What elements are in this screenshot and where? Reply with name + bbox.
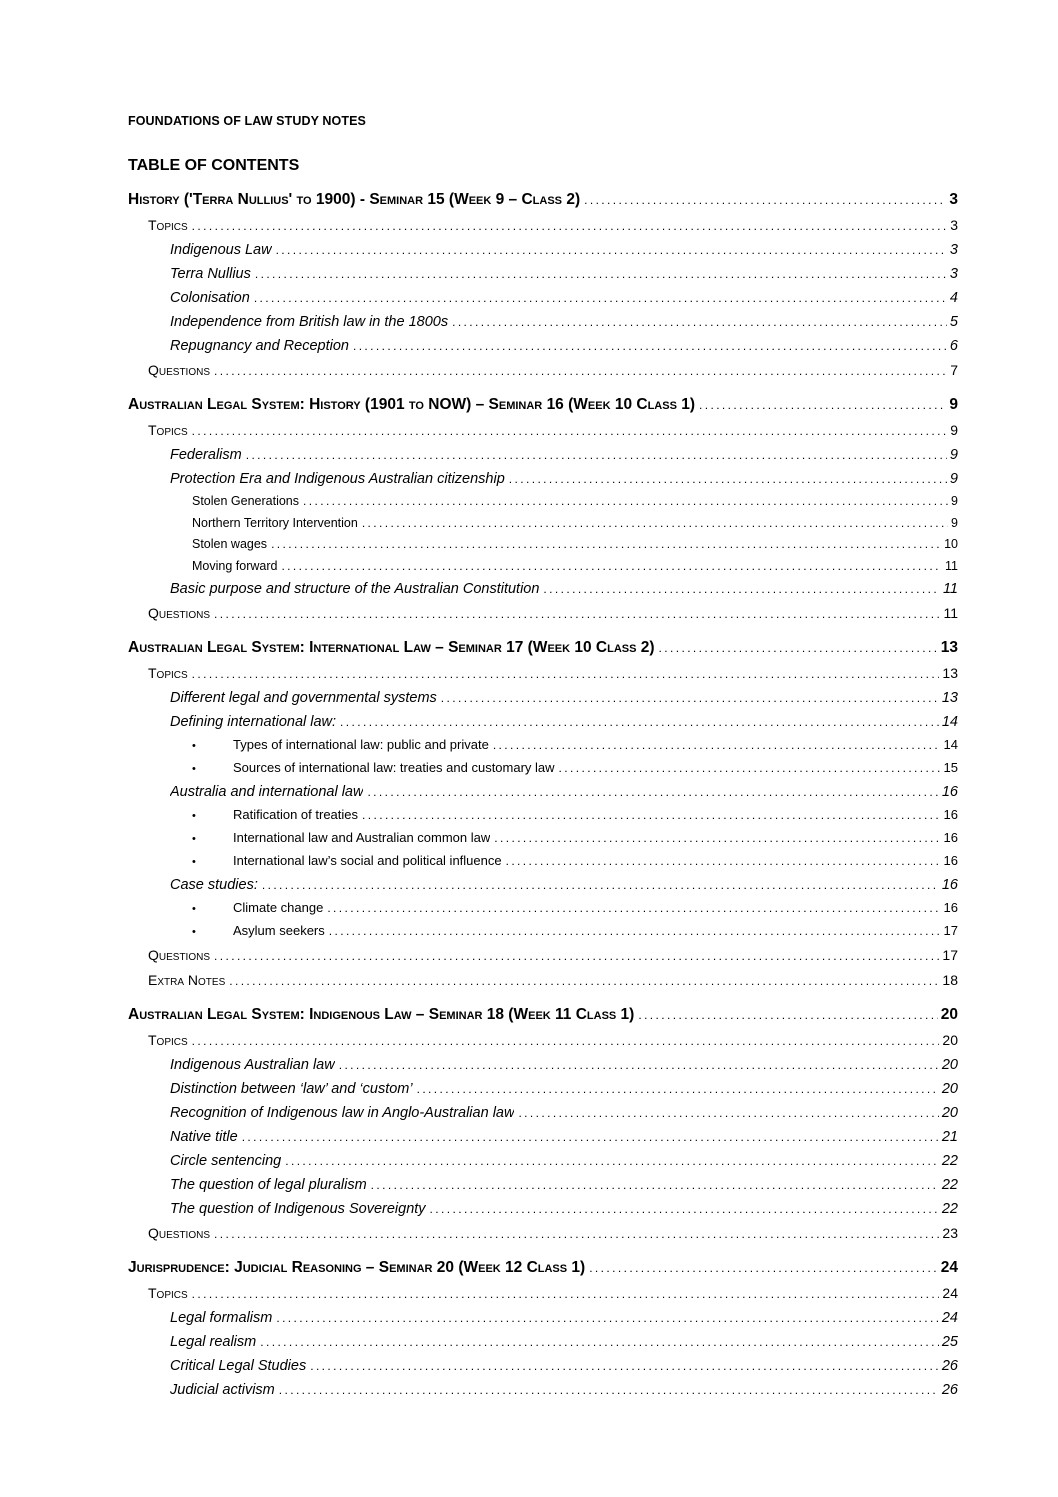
toc-entry[interactable]	[128, 920, 958, 943]
document-header: FOUNDATIONS OF LAW STUDY NOTES	[128, 114, 366, 128]
toc-entry-page: 14	[941, 714, 958, 730]
toc-entry-label: Defining international law:	[170, 714, 337, 730]
bullet-icon: •	[192, 833, 196, 845]
toc-entry-page: 10	[944, 537, 958, 551]
toc-entry[interactable]	[128, 873, 958, 897]
toc-entry-page: 25	[941, 1334, 958, 1350]
toc-entry[interactable]	[128, 491, 958, 513]
toc-entry-label: Northern Territory Intervention	[192, 515, 358, 530]
toc-entry-label: Distinction between ‘law’ and ‘custom’	[170, 1081, 413, 1097]
dot-leader	[260, 1330, 939, 1354]
toc-entry-page: 20	[941, 1057, 958, 1073]
dot-leader	[255, 262, 947, 286]
toc-entry-label: Judicial activism	[170, 1382, 275, 1398]
toc-entry-page: 16	[941, 877, 958, 893]
toc-entry-page: 24	[942, 1285, 958, 1301]
toc-entry[interactable]	[128, 443, 958, 467]
dot-leader	[494, 827, 940, 849]
toc-section-heading[interactable]	[128, 1002, 958, 1028]
toc-entry-label: Questions	[148, 1225, 211, 1241]
toc-entry-page: 11	[942, 581, 958, 597]
toc-entry-label: Terra Nullius	[170, 266, 251, 282]
dot-leader	[279, 1378, 939, 1402]
toc-entry-page: 16	[943, 900, 958, 915]
toc-entry-label: Types of international law: public and private	[233, 737, 489, 752]
toc-entry-page: 3	[949, 242, 958, 258]
toc-entry-label: Native title	[170, 1129, 238, 1145]
dot-leader	[353, 334, 947, 358]
dot-leader	[303, 491, 948, 513]
toc-entry[interactable]	[128, 1330, 958, 1354]
toc-entry-label: Sources of international law: treaties and customary law	[233, 760, 555, 775]
toc-entry-label: Moving forward	[192, 558, 278, 573]
toc-entry-label: Ratification of treaties	[233, 807, 359, 822]
bullet-icon: •	[192, 740, 196, 752]
toc-entry[interactable]	[128, 334, 958, 358]
toc-entry-page: 20	[940, 1006, 958, 1023]
toc-entry-page: 22	[941, 1201, 958, 1217]
toc-entry[interactable]	[128, 1221, 958, 1246]
toc-entry-label: International law’s social and political influence	[233, 853, 502, 868]
toc-entry-label: Asylum seekers	[233, 923, 325, 938]
toc-entry-label: Repugnancy and Reception	[170, 338, 349, 354]
toc-entry[interactable]	[128, 1173, 958, 1197]
toc-entry-label: Stolen Generations	[192, 494, 300, 508]
toc-entry-label: Indigenous Law	[170, 242, 272, 258]
toc-entry-page: 20	[942, 1032, 958, 1048]
dot-leader	[281, 556, 942, 578]
dot-leader	[452, 310, 947, 334]
toc-entry[interactable]	[128, 1053, 958, 1077]
toc-entry-page: 6	[949, 338, 958, 354]
toc-entry[interactable]	[128, 710, 958, 734]
toc-entry[interactable]	[128, 1306, 958, 1330]
toc-entry[interactable]	[128, 1028, 958, 1053]
bullet-icon: •	[192, 856, 196, 868]
dot-leader	[246, 443, 947, 467]
dot-leader	[285, 1149, 939, 1173]
toc-entry[interactable]	[128, 1077, 958, 1101]
dot-leader	[518, 1101, 938, 1125]
dot-leader	[192, 662, 940, 686]
toc-entry-label: Protection Era and Indigenous Australian citizenship	[170, 471, 505, 487]
toc-entry[interactable]	[128, 577, 958, 601]
toc-entry[interactable]	[128, 686, 958, 710]
dot-leader	[214, 944, 939, 968]
dot-leader	[276, 238, 947, 262]
dot-leader	[192, 419, 948, 443]
toc-entry-page: 15	[943, 760, 958, 775]
toc-entry[interactable]	[128, 757, 958, 780]
toc-entry-label: Australian Legal System: International Law – Seminar 17 (Week 10 Class 2)	[128, 639, 655, 656]
toc-entry-page: 23	[942, 1225, 958, 1241]
dot-leader	[276, 1306, 939, 1330]
toc-entry-page: 17	[943, 923, 958, 938]
page-title: TABLE OF CONTENTS	[128, 157, 300, 174]
toc-entry-page: 5	[949, 314, 958, 330]
toc-entry-label: History ('Terra Nullius' to 1900) - Seminar 15 (Week 9 – Class 2)	[128, 191, 581, 208]
dot-leader	[559, 757, 941, 779]
toc-entry-label: Topics	[148, 1285, 188, 1301]
toc-entry-page: 16	[943, 807, 958, 822]
toc-entry-label: Colonisation	[170, 290, 250, 306]
toc-entry[interactable]	[128, 534, 958, 556]
dot-leader	[192, 1282, 940, 1306]
toc-entry[interactable]	[128, 661, 958, 686]
dot-leader	[362, 513, 948, 535]
toc-entry-page: 7	[950, 362, 958, 378]
dot-leader	[543, 577, 940, 601]
toc-entry[interactable]	[128, 1378, 958, 1402]
toc-entry-page: 21	[941, 1129, 958, 1145]
dot-leader	[699, 393, 946, 418]
toc-section-heading[interactable]	[128, 392, 958, 418]
bullet-icon: •	[192, 903, 196, 915]
toc-entry-page: 13	[942, 665, 958, 681]
dot-leader	[430, 1197, 939, 1221]
toc-entry[interactable]	[128, 513, 958, 535]
toc-entry-page: 4	[949, 290, 958, 306]
toc-section-heading[interactable]	[128, 1255, 958, 1281]
toc-entry[interactable]	[128, 1101, 958, 1125]
toc-entry-page: 11	[945, 558, 958, 573]
toc-entry[interactable]	[128, 1197, 958, 1221]
toc-entry-label: Circle sentencing	[170, 1153, 282, 1169]
toc-entry[interactable]	[128, 286, 958, 310]
toc-entry[interactable]	[128, 213, 958, 238]
dot-leader	[310, 1354, 939, 1378]
dot-leader	[214, 1222, 939, 1246]
toc-entry[interactable]	[128, 556, 958, 578]
toc-entry-label: Questions	[148, 605, 211, 621]
toc-entry-page: 13	[941, 690, 958, 706]
toc-entry-page: 16	[943, 830, 958, 845]
dot-leader	[371, 1173, 939, 1197]
bullet-icon: •	[192, 763, 196, 775]
toc-entry-label: Case studies:	[170, 877, 258, 893]
dot-leader	[441, 686, 939, 710]
dot-leader	[362, 804, 941, 826]
dot-leader	[417, 1077, 939, 1101]
toc-entry-page: 9	[950, 422, 958, 438]
toc-entry-label: Topics	[148, 1032, 188, 1048]
dot-leader	[638, 1003, 937, 1028]
toc-entry[interactable]	[128, 968, 958, 993]
toc-entry-label: Critical Legal Studies	[170, 1358, 307, 1374]
dot-leader	[509, 467, 947, 491]
toc-entry-label: The question of legal pluralism	[170, 1177, 367, 1193]
dot-leader	[340, 710, 939, 734]
dot-leader	[327, 897, 940, 919]
toc-entry-page: 3	[949, 191, 958, 208]
toc-entry-label: Legal formalism	[170, 1310, 273, 1326]
toc-entry[interactable]	[128, 780, 958, 804]
toc-entry[interactable]	[128, 358, 958, 383]
dot-leader	[242, 1125, 939, 1149]
toc-entry[interactable]	[128, 418, 958, 443]
toc-entry-page: 9	[949, 471, 958, 487]
toc-entry[interactable]	[128, 262, 958, 286]
toc-entry-page: 24	[941, 1310, 958, 1326]
dot-leader	[659, 636, 938, 661]
toc-entry-page: 9	[951, 515, 958, 530]
toc-entry-label: Topics	[148, 665, 188, 681]
toc-entry-label: International law and Australian common law	[233, 830, 491, 845]
toc-entry-label: Stolen wages	[192, 537, 268, 551]
toc-entry-label: Questions	[148, 362, 211, 378]
toc-entry[interactable]	[128, 943, 958, 968]
toc-entry-label: Indigenous Australian law	[170, 1057, 335, 1073]
toc-entry-page: 26	[941, 1358, 958, 1374]
toc-entry-label: Legal realism	[170, 1334, 257, 1350]
toc-entry-label: Topics	[148, 217, 188, 233]
toc-entry-label: Basic purpose and structure of the Australian Constitution	[170, 581, 540, 597]
bullet-icon: •	[192, 926, 196, 938]
toc-entry-page: 9	[949, 447, 958, 463]
toc-entry[interactable]	[128, 1125, 958, 1149]
toc-entry[interactable]	[128, 827, 958, 850]
toc-entry[interactable]	[128, 850, 958, 873]
toc-entry-page: 24	[940, 1259, 958, 1276]
toc-entry-page: 9	[951, 494, 958, 508]
toc-entry[interactable]	[128, 897, 958, 920]
toc-entry-label: Independence from British law in the 1800s	[170, 314, 449, 330]
toc-entry[interactable]	[128, 310, 958, 334]
toc-entry-page: 20	[941, 1081, 958, 1097]
toc-entry-page: 3	[950, 217, 958, 233]
toc-entry-label: The question of Indigenous Sovereignty	[170, 1201, 426, 1217]
dot-leader	[254, 286, 947, 310]
toc-entry-label: Topics	[148, 422, 188, 438]
dot-leader	[493, 734, 941, 756]
page-content	[128, 114, 958, 1402]
toc-entry-page: 18	[942, 972, 958, 988]
toc-entry-page: 3	[949, 266, 958, 282]
toc-entry[interactable]	[128, 1149, 958, 1173]
toc-entry-page: 14	[943, 737, 958, 752]
dot-leader	[584, 188, 946, 213]
toc-entry-page: 22	[941, 1177, 958, 1193]
toc-entry-page: 22	[941, 1153, 958, 1169]
toc-entry-page: 17	[942, 947, 958, 963]
toc-entry[interactable]	[128, 804, 958, 827]
toc-entry-label: Australian Legal System: Indigenous Law – Seminar 18 (Week 11 Class 1)	[128, 1006, 635, 1023]
dot-leader	[192, 1029, 940, 1053]
bullet-icon: •	[192, 810, 196, 822]
dot-leader	[506, 850, 941, 872]
toc-entry-label: Australian Legal System: History (1901 to NOW) – Seminar 16 (Week 10 Class 1)	[128, 396, 695, 413]
toc-entry[interactable]	[128, 1354, 958, 1378]
dot-leader	[229, 969, 939, 993]
toc-entry-label: Extra Notes	[148, 972, 226, 988]
toc-entry-page: 20	[941, 1105, 958, 1121]
dot-leader	[271, 534, 941, 556]
dot-leader	[367, 780, 938, 804]
toc-entry[interactable]	[128, 734, 958, 757]
toc-entry-page: 13	[940, 639, 958, 656]
toc-entry[interactable]	[128, 238, 958, 262]
toc-entry-page: 16	[941, 784, 958, 800]
table-of-contents	[128, 187, 958, 1402]
toc-entry-label: Federalism	[170, 447, 242, 463]
dot-leader	[214, 359, 947, 383]
toc-entry[interactable]	[128, 1281, 958, 1306]
dot-leader	[192, 214, 948, 238]
toc-entry-label: Jurisprudence: Judicial Reasoning – Seminar 20 (Week 12 Class 1)	[128, 1259, 586, 1276]
toc-entry-label: Different legal and governmental systems	[170, 690, 437, 706]
toc-entry-label: Climate change	[233, 900, 324, 915]
toc-entry[interactable]	[128, 467, 958, 491]
toc-section-heading[interactable]	[128, 187, 958, 213]
dot-leader	[262, 873, 939, 897]
dot-leader	[339, 1053, 939, 1077]
toc-entry-label: Australia and international law	[170, 784, 364, 800]
toc-entry-page: 26	[941, 1382, 958, 1398]
dot-leader	[329, 920, 941, 942]
toc-entry-page: 9	[949, 396, 958, 413]
toc-entry-label: Questions	[148, 947, 211, 963]
toc-entry-page: 11	[943, 605, 958, 621]
toc-entry-page: 16	[943, 853, 958, 868]
dot-leader	[214, 602, 940, 626]
toc-entry[interactable]	[128, 601, 958, 626]
toc-section-heading[interactable]	[128, 635, 958, 661]
toc-entry-label: Recognition of Indigenous law in Anglo-Australian law	[170, 1105, 515, 1121]
dot-leader	[589, 1256, 938, 1281]
